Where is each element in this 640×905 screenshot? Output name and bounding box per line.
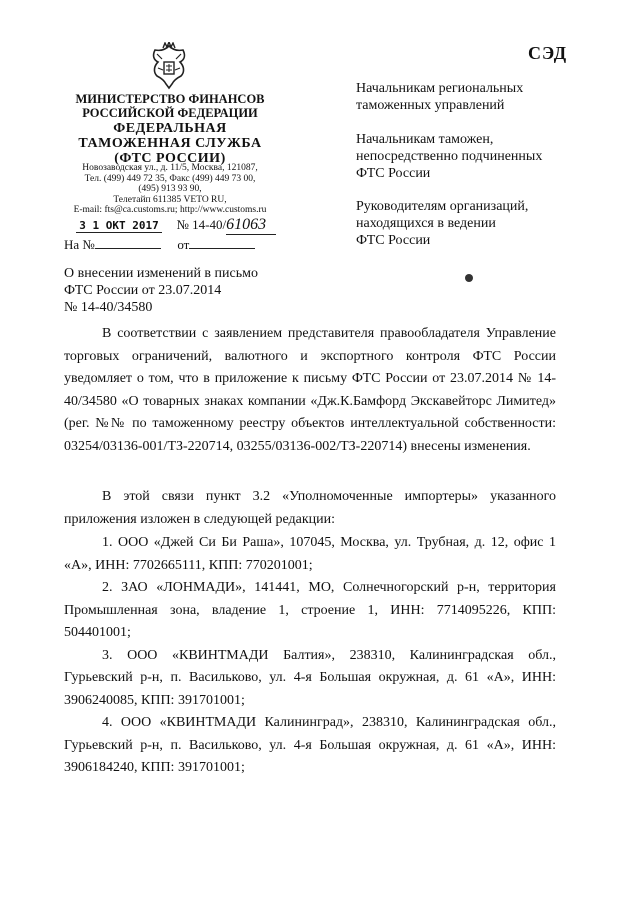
registration-number: 61063 [226,216,276,235]
reply-from-label: от [177,237,190,252]
address-line-4: Телетайп 611385 VETO RU, [113,194,227,205]
registration-row [76,216,276,235]
ministry-name [70,92,270,120]
address-line-1: Новозаводская ул., д. 11/5, Москва, 121087, [82,163,258,173]
list-item: 2. ЗАО «ЛОНМАДИ», 141441, МО, Солнечногорский р-н, территория Промышленная зона, владение 1, строение 1, ИНН: 7714095226, КПП: 504401001; [64,580,556,640]
addressee-block-2 [356,131,542,182]
ministry-line-1: МИНИСТЕРСТВО ФИНАНСОВ [75,92,265,106]
service-line-1: ФЕДЕРАЛЬНАЯ [113,121,227,136]
addressee-block-1 [356,80,523,114]
address-line-5: E-mail: fts@ca.customs.ru; http://www.customs.ru [73,205,267,215]
address-line-3: (495) 913 93 90, [138,184,202,194]
coat-of-arms-emblem [146,42,192,90]
addressee-3-line-2: находящихся в ведении [356,216,496,231]
stamp-dot [465,274,473,282]
sender-contacts [60,163,280,216]
registration-date: 3 1 ОКТ 2017 [76,219,162,233]
addressee-block-3 [356,198,528,249]
list-item: 3. ООО «КВИНТМАДИ Балтия», 238310, Калининградская обл., Гурьевский р-н, п. Васильково, ул. 4-я Большая окружная, д. 61 «А», ИНН: 3906240085, КПП: 391701001; [64,647,556,708]
list-item: 1. ООО «Джей Си Би Раша», 107045, Москва, ул. Трубная, д. 12, офис 1 «А», ИНН: 7702665111, КПП: 770201001; [64,535,556,573]
reply-to-label: На № [64,237,95,252]
importers-list [64,532,556,780]
address-line-2: Тел. (499) 449 72 35, Факс (499) 449 73 00, [84,173,256,184]
body-paragraph-1 [64,323,556,458]
service-line-2: ТАМОЖЕННАЯ СЛУЖБА [78,136,262,151]
reply-from-date-blank [189,236,255,249]
letter-subject [64,265,258,316]
body-paragraph-2-text: В этой связи пункт 3.2 «Уполномоченные импортеры» указанного приложения изложен в следующей редакции: [64,489,556,527]
addressee-1-line-2: таможенных управлений [356,98,505,113]
addressee-2-line-3: ФТС России [356,166,431,181]
addressee-3-line-3: ФТС России [356,233,431,248]
sed-mark: СЭД [528,43,568,63]
list-item: 4. ООО «КВИНТМАДИ Калининград», 238310, Калининградская обл., Гурьевский р-н, п. Васильково, ул. 4-я Большая окружная, д. 61 «А», ИНН: 3906184240, КПП: 391701001; [64,715,556,775]
body-paragraph-1-text: В соответствии с заявлением представителя правообладателя Управление торговых ограничений, валютного и экспортного контроля ФТС России уведомляет о том, что в приложение к письму ФТС России от 23.07.2014 № 14-40/34580 «О товарных знаках компании «Дж.К.Бамфорд Экскавейторс Лимитед» (рег. №№ по таможенному реестру объектов интеллектуальной собственности: 03254/03136-001/ТЗ-220714, 03255/03136-002/ТЗ-220714) внесены изменения. [64,326,556,454]
subject-line-2: ФТС России от 23.07.2014 [64,283,222,298]
registration-number-prefix: № 14-40/ [176,217,227,232]
service-line-3: (ФТС РОССИИ) [114,151,226,166]
addressee-3-line-1: Руководителям организаций, [356,199,529,214]
addressee-2-line-2: непосредственно подчиненных [356,149,543,164]
reply-row [64,236,255,253]
addressee-2-line-1: Начальникам таможен, [356,132,494,147]
addressee-1-line-1: Начальникам региональных [356,81,524,96]
subject-line-1: О внесении изменений в письмо [64,266,258,281]
service-name [70,121,270,166]
body-paragraph-2 [64,486,556,531]
ministry-line-2: РОССИЙСКОЙ ФЕДЕРАЦИИ [82,106,258,120]
subject-line-3: № 14-40/34580 [64,300,153,315]
reply-to-number-blank [95,236,161,249]
